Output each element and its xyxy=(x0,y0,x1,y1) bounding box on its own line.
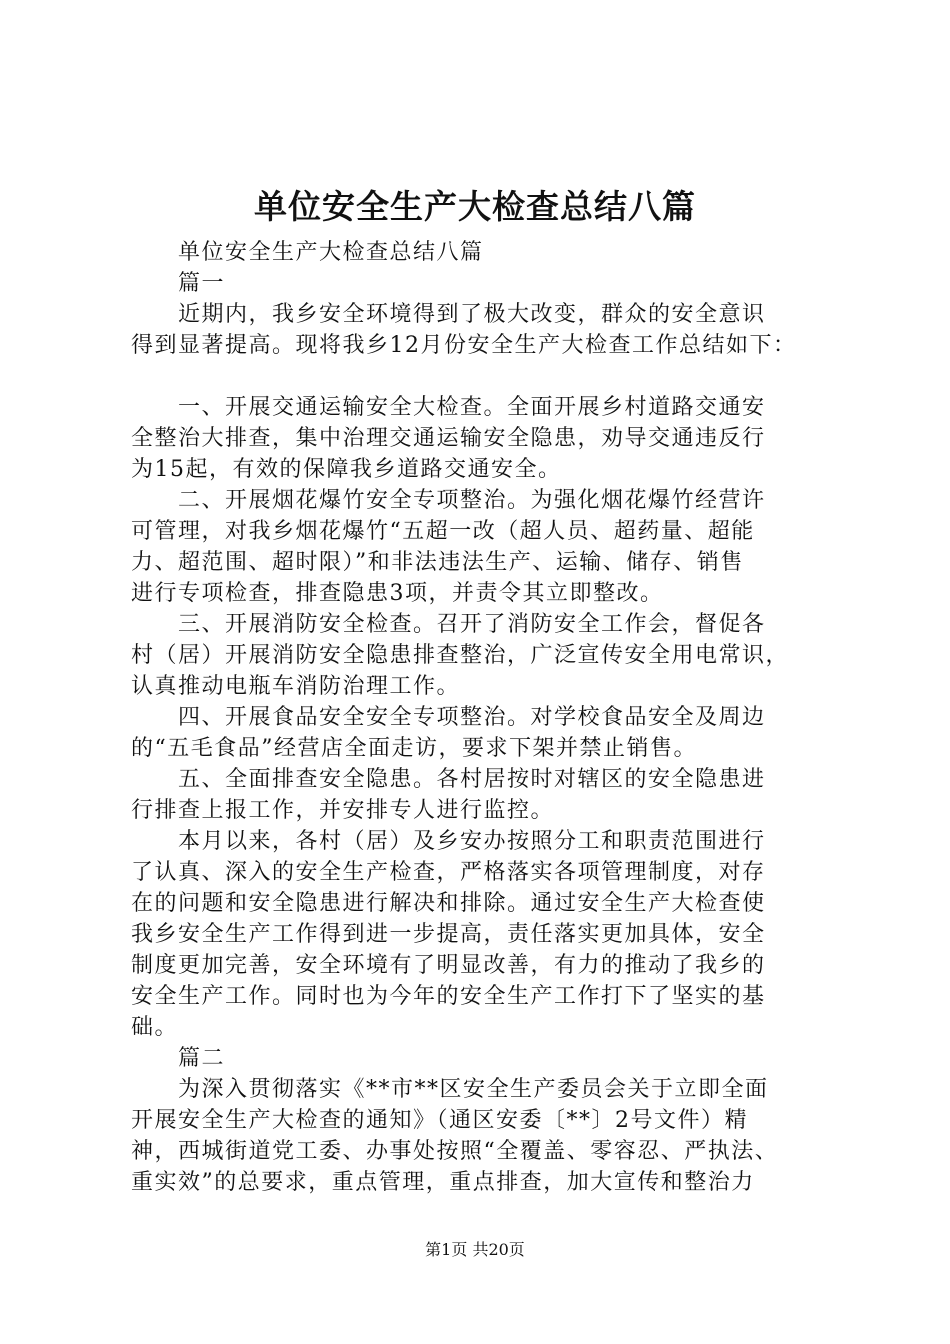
body-line: 认真推动电瓶车消防治理工作。 xyxy=(131,674,461,699)
body-line: 篇二 xyxy=(131,1046,226,1071)
body-line: 一、开展交通运输安全大检查。全面开展乡村道路交通安 xyxy=(131,395,766,420)
body-line: 为15起，有效的保障我乡道路交通安全。 xyxy=(131,457,562,482)
page-number-footer: 第1页 共20页 xyxy=(425,1240,525,1259)
document-body xyxy=(131,237,831,1198)
body-line: 二、开展烟花爆竹安全专项整治。为强化烟花爆竹经营许 xyxy=(131,488,766,513)
body-line: 为深入贯彻落实《**市**区安全生产委员会关于立即全面 xyxy=(131,1077,769,1102)
body-line: 本月以来，各村（居）及乡安办按照分工和职责范围进行 xyxy=(131,829,766,854)
body-line: 四、开展食品安全安全专项整治。对学校食品安全及周边 xyxy=(131,705,766,730)
body-line: 了认真、深入的安全生产检查，严格落实各项管理制度，对存 xyxy=(131,860,766,885)
body-line: 五、全面排查安全隐患。各村居按时对辖区的安全隐患进 xyxy=(131,767,766,792)
body-line: 村（居）开展消防安全隐患排查整治，广泛宣传安全用电常识， xyxy=(131,643,790,668)
body-line: 篇一 xyxy=(131,271,226,296)
body-line: 神，西城街道党工委、办事处按照“全覆盖、零容忍、严执法、 xyxy=(131,1139,779,1164)
body-line: 行排查上报工作，并安排专人进行监控。 xyxy=(131,798,555,823)
body-line: 制度更加完善，安全环境有了明显改善，有力的推动了我乡的 xyxy=(131,953,766,978)
body-line: 单位安全生产大检查总结八篇 xyxy=(131,240,484,265)
body-line: 的“五毛食品”经营店全面走访，要求下架并禁止销售。 xyxy=(131,736,697,761)
body-line: 近期内，我乡安全环境得到了极大改变，群众的安全意识 xyxy=(131,302,766,327)
document-title: 单位安全生产大检查总结八篇 xyxy=(254,187,696,226)
body-line: 全整治大排查，集中治理交通运输安全隐患，劝导交通违反行 xyxy=(131,426,766,451)
body-line: 在的问题和安全隐患进行解决和排除。通过安全生产大检查使 xyxy=(131,891,766,916)
blank-line xyxy=(131,361,831,392)
body-line: 力、超范围、超时限）”和非法违法生产、运输、储存、销售 xyxy=(131,550,744,575)
body-line: 重实效”的总要求，重点管理，重点排查，加大宣传和整治力 xyxy=(131,1170,755,1195)
body-line: 进行专项检查，排查隐患3项，并责令其立即整改。 xyxy=(131,581,664,606)
body-line: 三、开展消防安全检查。召开了消防安全工作会，督促各 xyxy=(131,612,766,637)
body-line: 我乡安全生产工作得到进一步提高，责任落实更加具体，安全 xyxy=(131,922,766,947)
body-line: 础。 xyxy=(131,1015,179,1040)
body-line: 可管理，对我乡烟花爆竹“五超一改（超人员、超药量、超能 xyxy=(131,519,755,544)
body-line: 安全生产工作。同时也为今年的安全生产工作打下了坚实的基 xyxy=(131,984,766,1009)
body-line: 得到显著提高。现将我乡12月份安全生产大检查工作总结如下： xyxy=(131,333,797,358)
body-line: 开展安全生产大检查的通知》（通区安委〔**〕2号文件）精 xyxy=(131,1108,748,1133)
